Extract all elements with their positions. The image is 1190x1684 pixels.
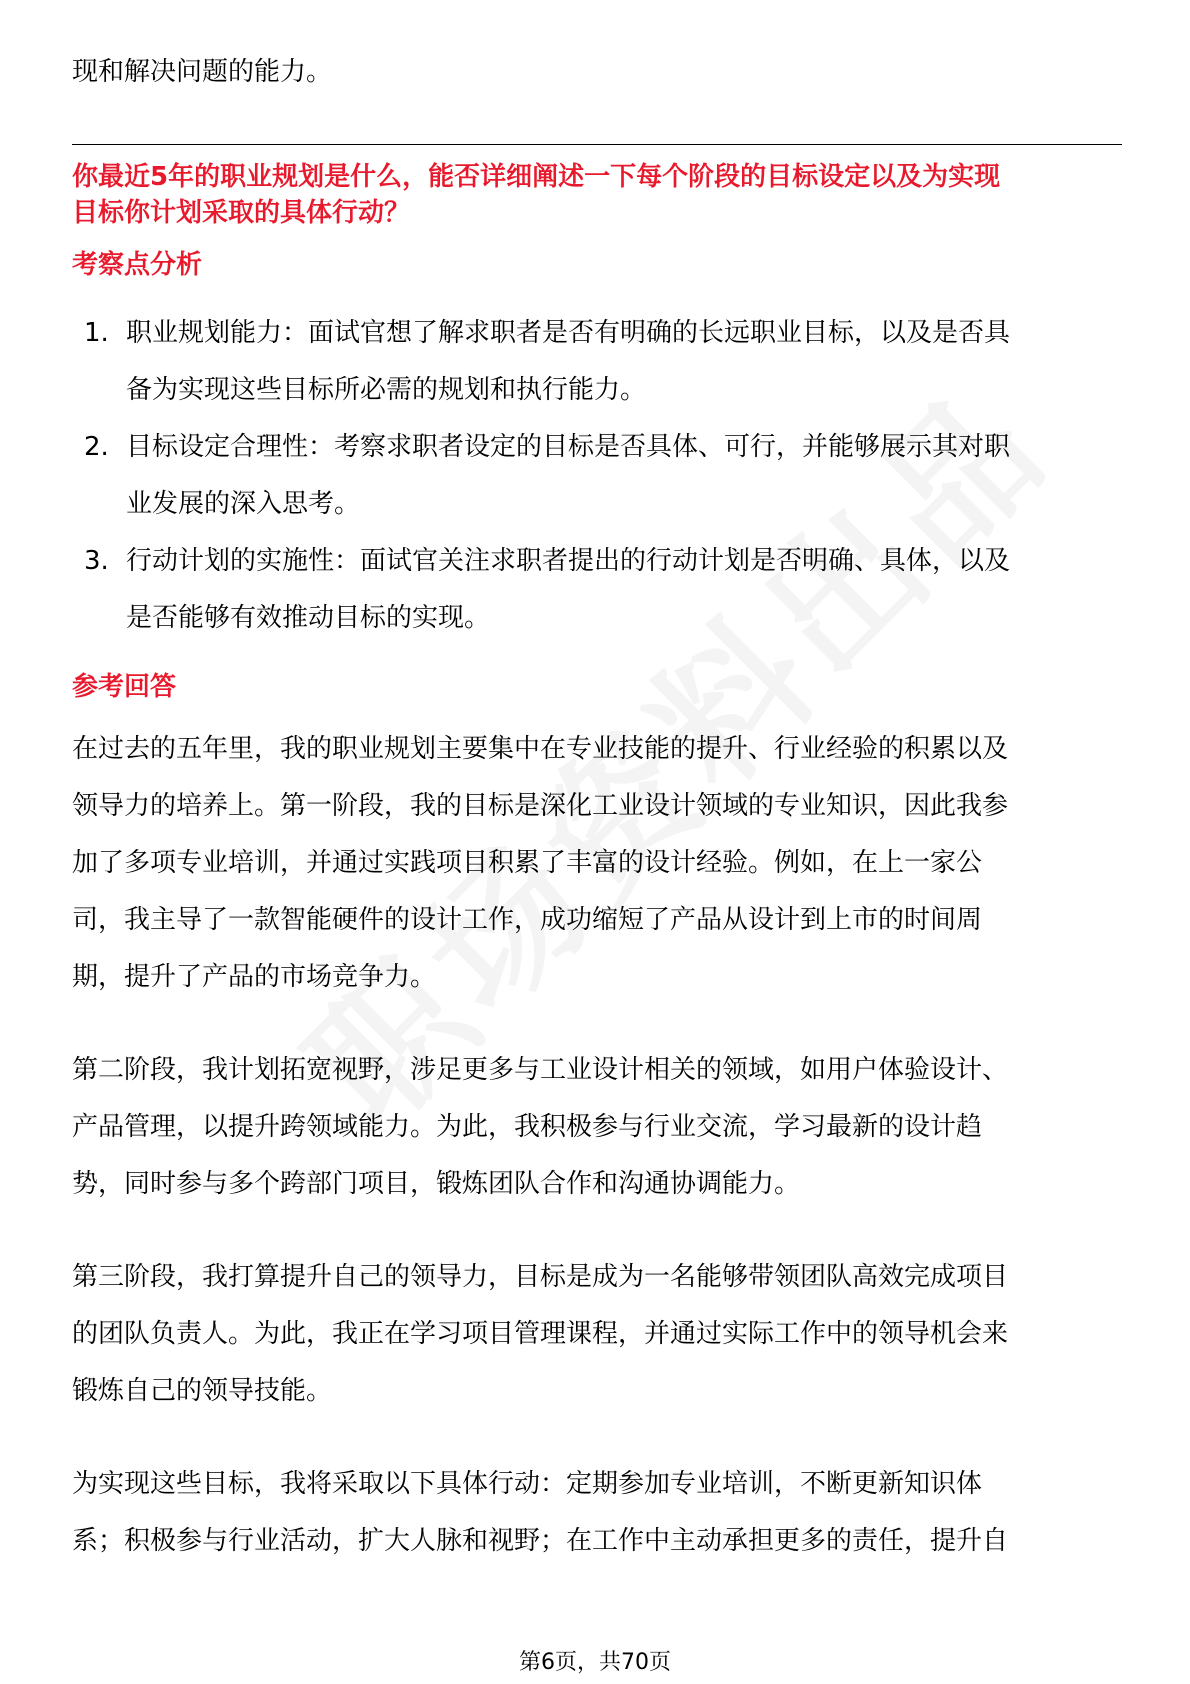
question-line: 你最近5年的职业规划是什么，能否详细阐述一下每个阶段的目标设定以及为实现 xyxy=(72,162,1001,192)
point-line: 业发展的深入思考。 xyxy=(126,489,361,519)
paragraph-line: 领导力的培养上。第一阶段，我的目标是深化工业设计领域的专业知识，因此我参 xyxy=(72,791,1009,821)
paragraph-line: 司，我主导了一款智能硬件的设计工作，成功缩短了产品从设计到上市的时间周 xyxy=(72,905,983,935)
page-number: 第6页，共70页 xyxy=(519,1650,671,1675)
analysis-point xyxy=(72,419,1122,533)
continued-text: 现和解决问题的能力。 xyxy=(72,57,333,87)
section-divider xyxy=(72,144,1122,145)
question-title xyxy=(72,159,1122,231)
paragraph-line: 势，同时参与多个跨部门项目，锻炼团队合作和沟通协调能力。 xyxy=(72,1169,801,1199)
analysis-heading: 考察点分析 xyxy=(72,250,203,280)
point-number: 2. xyxy=(84,432,109,462)
question-line: 目标你计划采取的具体行动？ xyxy=(72,198,411,228)
paragraph-line: 第二阶段，我计划拓宽视野，涉足更多与工业设计相关的领域，如用户体验设计、 xyxy=(72,1055,1009,1085)
answer-heading: 参考回答 xyxy=(72,672,177,702)
analysis-points xyxy=(72,305,1122,647)
point-number: 3. xyxy=(84,546,109,576)
point-line: 备为实现这些目标所必需的规划和执行能力。 xyxy=(126,375,647,405)
paragraph-line: 的团队负责人。为此，我正在学习项目管理课程，并通过实际工作中的领导机会来 xyxy=(72,1319,1009,1349)
answer-paragraph xyxy=(72,721,1122,1006)
answer-paragraph xyxy=(72,1249,1122,1420)
analysis-point xyxy=(72,305,1122,419)
paragraph-line: 为实现这些目标，我将采取以下具体行动：定期参加专业培训，不断更新知识体 xyxy=(72,1469,983,1499)
point-line: 行动计划的实施性：面试官关注求职者提出的行动计划是否明确、具体，以及 xyxy=(126,546,1011,576)
answer-paragraph xyxy=(72,1042,1122,1213)
paragraph-line: 加了多项专业培训，并通过实践项目积累了丰富的设计经验。例如，在上一家公 xyxy=(72,848,983,878)
point-line: 是否能够有效推动目标的实现。 xyxy=(126,603,491,633)
paragraph-line: 期，提升了产品的市场竞争力。 xyxy=(72,962,437,992)
analysis-point xyxy=(72,533,1122,647)
paragraph-line: 产品管理，以提升跨领域能力。为此，我积极参与行业交流，学习最新的设计趋 xyxy=(72,1112,983,1142)
paragraph-line: 第三阶段，我打算提升自己的领导力，目标是成为一名能够带领团队高效完成项目 xyxy=(72,1262,1009,1292)
point-number: 1. xyxy=(84,318,109,348)
paragraph-line: 在过去的五年里，我的职业规划主要集中在专业技能的提升、行业经验的积累以及 xyxy=(72,734,1009,764)
point-line: 职业规划能力：面试官想了解求职者是否有明确的长远职业目标，以及是否具 xyxy=(126,318,1011,348)
answer-paragraph xyxy=(72,1456,1122,1570)
point-line: 目标设定合理性：考察求职者设定的目标是否具体、可行，并能够展示其对职 xyxy=(126,432,1011,462)
paragraph-line: 系；积极参与行业活动，扩大人脉和视野；在工作中主动承担更多的责任，提升自 xyxy=(72,1526,1009,1556)
document-content xyxy=(72,44,1122,1606)
paragraph-line: 锻炼自己的领导技能。 xyxy=(72,1376,333,1406)
